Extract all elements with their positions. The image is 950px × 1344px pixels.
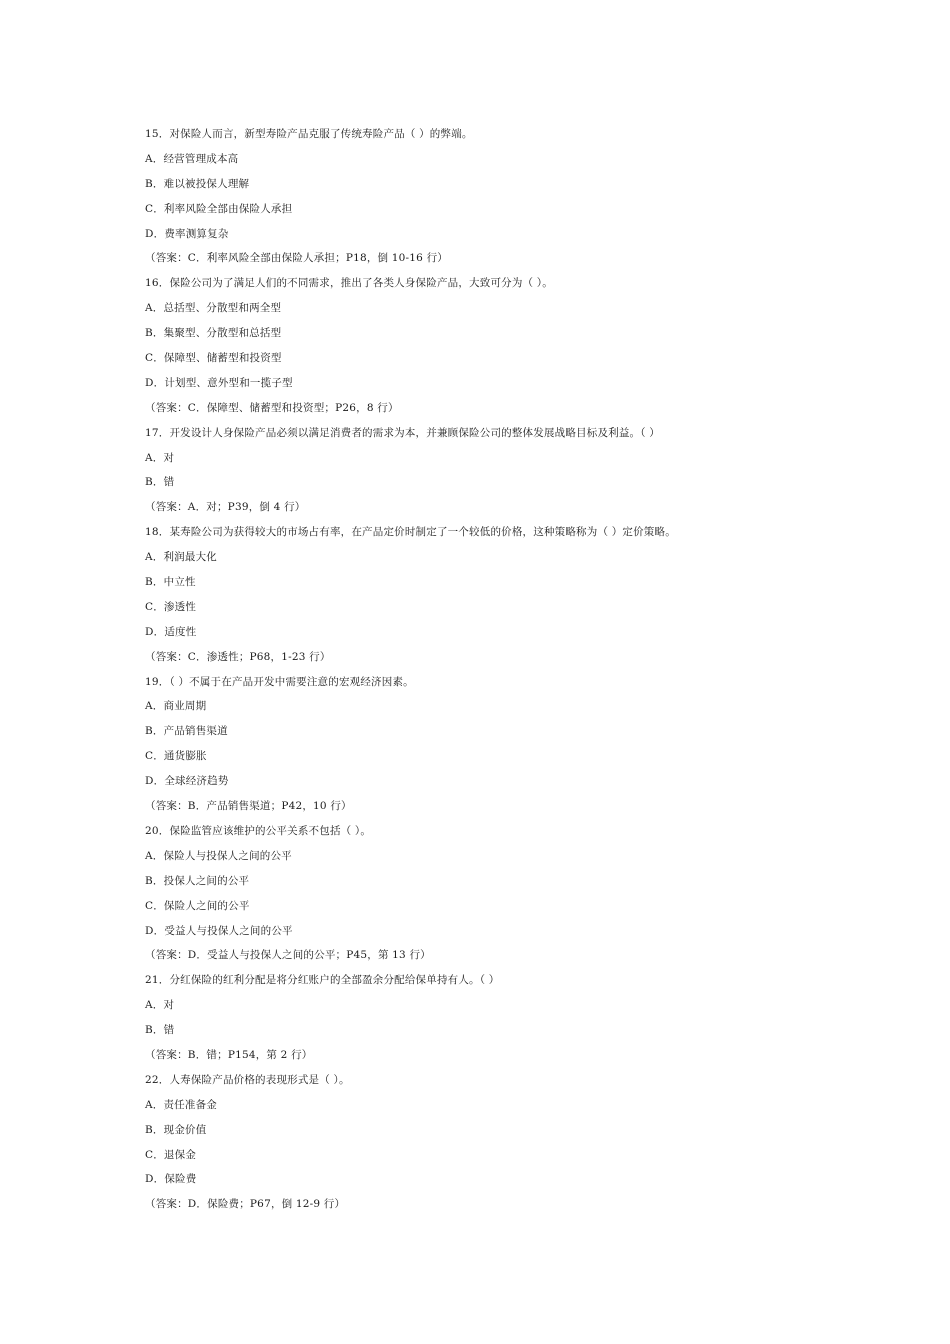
option-a: A．商业周期 [145,700,207,713]
option-d: D．适度性 [145,625,197,638]
answer-note: （答案：C．渗透性；P68，1-23 行） [145,650,331,663]
option-c: C．保险人之间的公平 [145,899,250,912]
option-b: B．集聚型、分散型和总括型 [145,327,282,340]
option-b: B．中立性 [145,576,196,589]
answer-note: （答案：D．受益人与投保人之间的公平；P45，第 13 行） [145,949,431,962]
option-d: D．费率测算复杂 [145,227,229,240]
question-stem: 18．某寿险公司为获得较大的市场占有率，在产品定价时制定了一个较低的价格，这种策略称为（ ）定价策略。 [145,526,676,539]
option-a: A．总括型、分散型和两全型 [145,302,282,315]
option-a: A．保险人与投保人之间的公平 [145,849,292,862]
question-stem: 19．（ ）不属于在产品开发中需要注意的宏观经济因素。 [145,675,414,688]
option-b: B．产品销售渠道 [145,725,228,738]
answer-note: （答案：C．利率风险全部由保险人承担；P18，倒 10-16 行） [145,252,449,265]
answer-note: （答案：A．对；P39，倒 4 行） [145,501,306,514]
option-a: A．对 [145,451,175,464]
document-page [145,122,845,1217]
option-d: D．计划型、意外型和一揽子型 [145,376,293,389]
option-b: B．投保人之间的公平 [145,874,250,887]
option-c: C．退保金 [145,1148,197,1161]
option-d: D．全球经济趋势 [145,775,229,788]
answer-note: （答案：B．产品销售渠道；P42，10 行） [145,800,352,813]
question-stem: 20．保险监管应该维护的公平关系不包括（ ）。 [145,824,372,837]
option-a: A．经营管理成本高 [145,152,239,165]
option-c: C．通货膨胀 [145,750,207,763]
option-b: B．现金价值 [145,1123,207,1136]
answer-note: （答案：D．保险费；P67，倒 12-9 行） [145,1198,346,1211]
question-stem: 15．对保险人而言，新型寿险产品克服了传统寿险产品（ ）的弊端。 [145,128,473,140]
option-a: A．对 [145,999,175,1012]
option-b: B．难以被投保人理解 [145,177,250,190]
answer-note: （答案：C．保障型、储蓄型和投资型；P26，8 行） [145,401,399,414]
option-d: D．保险费 [145,1173,197,1186]
answer-note: （答案：B．错；P154，第 2 行） [145,1048,313,1061]
option-a: A．利润最大化 [145,551,217,564]
question-stem: 21．分红保险的红利分配是将分红账户的全部盈余分配给保单持有人。（ ） [145,974,500,987]
option-c: C．渗透性 [145,600,197,613]
option-c: C．保障型、储蓄型和投资型 [145,352,282,365]
question-stem: 16．保险公司为了满足人们的不同需求，推出了各类人身保险产品，大致可分为（ ）。 [145,277,553,290]
option-b: B．错 [145,476,175,489]
question-stem: 17．开发设计人身保险产品必须以满足消费者的需求为本，并兼顾保险公司的整体发展战略目标及利益。（ ） [145,426,660,439]
option-d: D．受益人与投保人之间的公平 [145,924,293,937]
question-stem: 22．人寿保险产品价格的表现形式是（ ）。 [145,1073,350,1086]
option-c: C．利率风险全部由保险人承担 [145,202,293,215]
option-a: A．责任准备金 [145,1098,217,1111]
option-b: B．错 [145,1024,175,1037]
